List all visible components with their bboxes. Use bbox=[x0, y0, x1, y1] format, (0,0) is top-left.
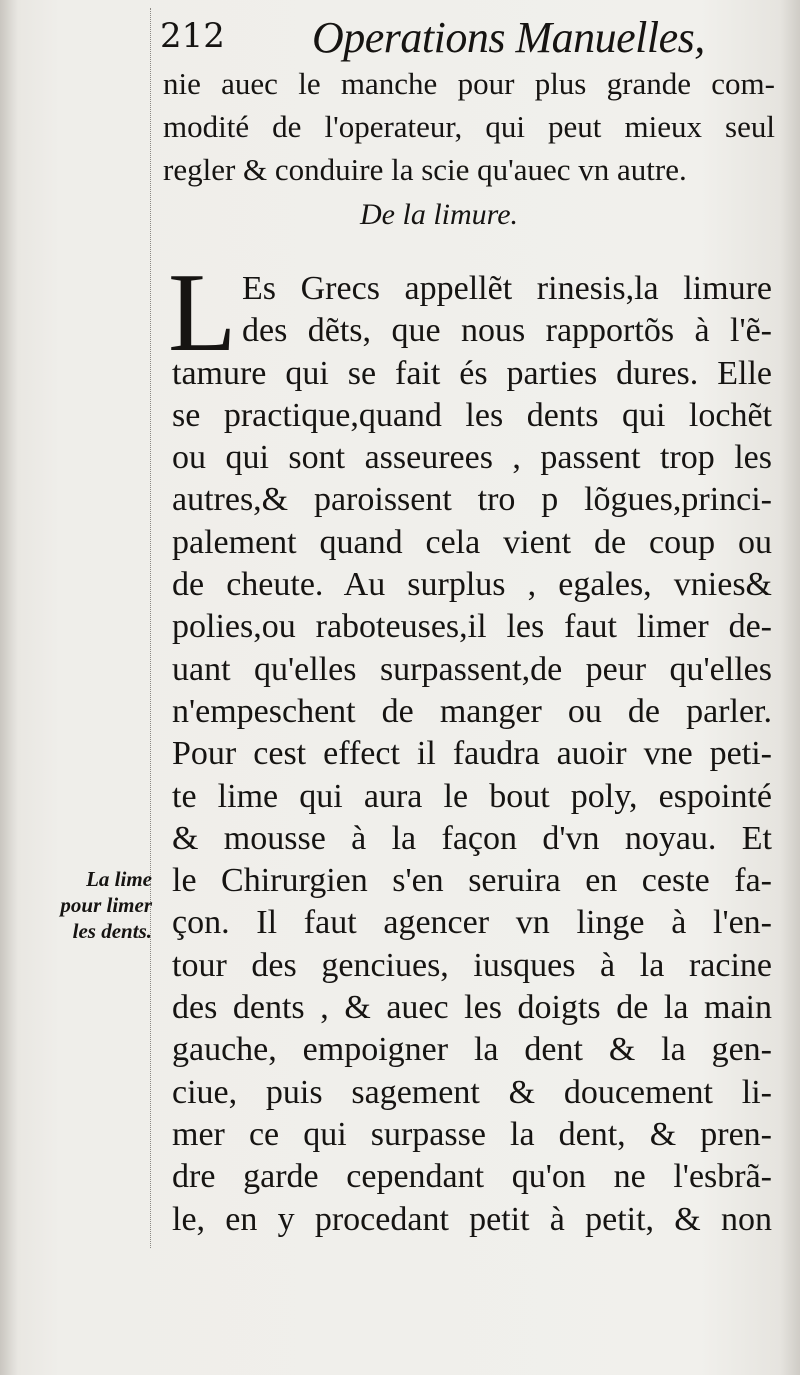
text-line: de cheute. Au surplus , egales, vnies& bbox=[172, 566, 772, 604]
marginal-note-line: La lime bbox=[86, 867, 152, 891]
text-line: dre garde cependant qu'on ne l'esbrã- bbox=[172, 1158, 772, 1196]
text-line: le, en y procedant petit à petit, & non bbox=[172, 1200, 772, 1238]
text-line: des dẽts, que nous rapportõs à l'ẽ- bbox=[242, 312, 772, 350]
text-line: nie auec le manche pour plus grande com- bbox=[163, 66, 775, 101]
text-line: ou qui sont asseurees , passent trop les bbox=[172, 439, 772, 477]
page-number: 212 bbox=[160, 16, 225, 56]
marginal-note-line: les dents. bbox=[72, 919, 152, 943]
text-line: te lime qui aura le bout poly, espointé bbox=[172, 777, 772, 815]
text-line: n'empeschent de manger ou de parler. bbox=[172, 692, 772, 730]
text-line: regler & conduire la scie qu'auec vn autre. bbox=[163, 152, 687, 187]
text-line: ciue, puis sagement & doucement li- bbox=[172, 1073, 772, 1111]
text-line: tamure qui se fait és parties dures. Elle bbox=[172, 354, 772, 392]
marginal-note bbox=[20, 866, 152, 944]
text-line: palement quand cela vient de coup ou bbox=[172, 523, 772, 561]
text-line: Pour cest effect il faudra auoir vne peti- bbox=[172, 735, 772, 773]
page-header bbox=[0, 8, 800, 66]
text-line: gauche, empoigner la dent & la gen- bbox=[172, 1031, 772, 1069]
text-line: mer ce qui surpasse la dent, & pren- bbox=[172, 1115, 772, 1153]
text-line: autres,& paroissent tro p lõgues,princi- bbox=[172, 481, 772, 519]
top-paragraph bbox=[163, 62, 775, 191]
section-heading: De la limure. bbox=[360, 198, 519, 231]
text-line: çon. Il faut agencer vn linge à l'en- bbox=[172, 904, 772, 942]
running-title: Operations Manuelles, bbox=[312, 13, 705, 62]
gutter-shadow bbox=[150, 8, 155, 1248]
text-line: uant qu'elles surpassent,de peur qu'elles bbox=[172, 650, 772, 688]
text-line: polies,ou raboteuses,il les faut limer de- bbox=[172, 608, 772, 646]
text-line: modité de l'operateur, qui peut mieux seul bbox=[163, 109, 775, 144]
marginal-note-line: pour limer bbox=[60, 893, 152, 917]
text-line: & mousse à la façon d'vn noyau. Et bbox=[172, 819, 772, 857]
text-line: Es Grecs appellẽt rinesis,la limure bbox=[242, 270, 772, 307]
text-line: le Chirurgien s'en seruira en ceste fa- bbox=[172, 862, 772, 900]
body-paragraph bbox=[172, 268, 772, 1241]
text-line: se practique,quand les dents qui lochẽt bbox=[172, 396, 772, 434]
text-line: des dents , & auec les doigts de la main bbox=[172, 989, 772, 1027]
text-line: tour des genciues, iusques à la racine bbox=[172, 946, 772, 984]
drop-cap: L bbox=[168, 251, 237, 375]
